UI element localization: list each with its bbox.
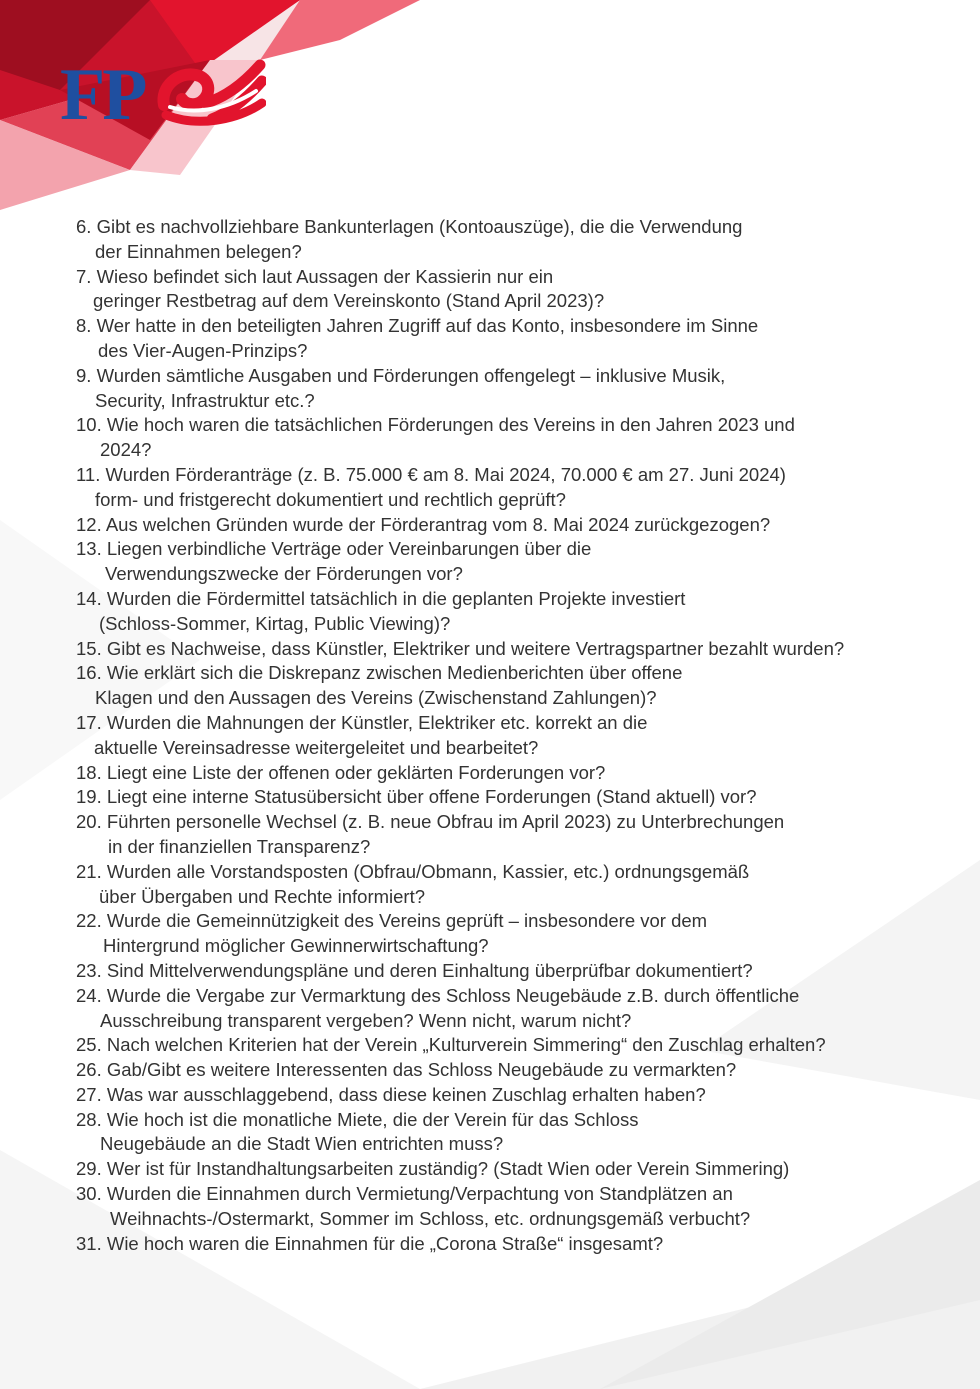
question-item: [76, 810, 936, 860]
question-line: 17. Wurden die Mahnungen der Künstler, Elektriker etc. korrekt an die: [76, 711, 648, 733]
question-item: [76, 785, 936, 810]
question-line: 27. Was war ausschlaggebend, dass diese keinen Zuschlag erhalten haben?: [76, 1083, 706, 1105]
question-item: [76, 265, 936, 315]
question-line: 15. Gibt es Nachweise, dass Künstler, Elektriker und weitere Vertragspartner bezahlt wurden?: [76, 637, 845, 659]
question-line: 10. Wie hoch waren die tatsächlichen Förderungen des Vereins in den Jahren 2023 und: [76, 414, 795, 436]
question-item: [76, 637, 936, 662]
question-line: 31. Wie hoch waren die Einnahmen für die „Corona Straße“ insgesamt?: [76, 1232, 664, 1254]
fpoe-logo: [60, 55, 270, 135]
question-line: 20. Führten personelle Wechsel (z. B. neue Obfrau im April 2023) zu Unterbrechungen: [76, 811, 785, 833]
question-line: 12. Aus welchen Gründen wurde der Förderantrag vom 8. Mai 2024 zurückgezogen?: [76, 513, 771, 535]
question-item: [76, 513, 936, 538]
question-item: [76, 413, 936, 463]
question-line: 23. Sind Mittelverwendungspläne und deren Einhaltung überprüfbar dokumentiert?: [76, 959, 753, 981]
question-item: [76, 1033, 936, 1058]
question-line: 22. Wurde die Gemeinnützigkeit des Vereins geprüft – insbesondere vor dem: [76, 910, 708, 932]
question-item: [76, 959, 936, 984]
question-item: [76, 1058, 936, 1083]
question-continuation: der Einnahmen belegen?: [95, 240, 302, 262]
question-item: [76, 860, 936, 910]
question-item: [76, 587, 936, 637]
question-line: 26. Gab/Gibt es weitere Interessenten das Schloss Neugebäude zu vermarkten?: [76, 1059, 737, 1081]
question-continuation: Weihnachts-/Ostermarkt, Sommer im Schloss, etc. ordnungsgemäß verbucht?: [110, 1207, 751, 1229]
question-line: 19. Liegt eine interne Statusübersicht über offene Forderungen (Stand aktuell) vor?: [76, 786, 757, 808]
question-line: 21. Wurden alle Vorstandsposten (Obfrau/Obmann, Kassier, etc.) ordnungsgemäß: [76, 860, 750, 882]
question-line: 28. Wie hoch ist die monatliche Miete, die der Verein für das Schloss: [76, 1108, 639, 1130]
question-continuation: aktuelle Vereinsadresse weitergeleitet und bearbeitet?: [94, 736, 539, 758]
question-continuation: form- und fristgerecht dokumentiert und rechtlich geprüft?: [95, 488, 566, 510]
question-line: 18. Liegt eine Liste der offenen oder geklärten Forderungen vor?: [76, 761, 606, 783]
question-continuation: (Schloss-Sommer, Kirtag, Public Viewing)?: [99, 612, 451, 634]
question-continuation: Neugebäude an die Stadt Wien entrichten muss?: [100, 1133, 504, 1155]
question-item: [76, 1108, 936, 1158]
question-line: 24. Wurde die Vergabe zur Vermarktung des Schloss Neugebäude z.B. durch öffentliche: [76, 984, 800, 1006]
question-line: 13. Liegen verbindliche Verträge oder Vereinbarungen über die: [76, 538, 592, 560]
austria-flag-swoosh-icon: [156, 57, 266, 131]
question-continuation: über Übergaben und Rechte informiert?: [99, 885, 425, 907]
question-line: 25. Nach welchen Kriterien hat der Verein „Kulturverein Simmering“ den Zuschlag erhalten?: [76, 1034, 826, 1056]
question-item: [76, 909, 936, 959]
question-line: 6. Gibt es nachvollziehbare Bankunterlagen (Kontoauszüge), die die Verwendung: [76, 216, 743, 237]
question-line: 16. Wie erklärt sich die Diskrepanz zwischen Medienberichten über offene: [76, 662, 683, 684]
question-continuation: Security, Infrastruktur etc.?: [95, 389, 315, 411]
question-item: [76, 1083, 936, 1108]
question-line: 8. Wer hatte in den beteiligten Jahren Zugriff auf das Konto, insbesondere im Sinne: [76, 315, 759, 337]
question-item: [76, 1182, 936, 1232]
question-item: [76, 661, 936, 711]
question-item: [76, 761, 936, 786]
question-continuation: Ausschreibung transparent vergeben? Wenn nicht, warum nicht?: [100, 1009, 632, 1031]
question-line: 14. Wurden die Fördermittel tatsächlich in die geplanten Projekte investiert: [76, 587, 686, 609]
question-line: 7. Wieso befindet sich laut Aussagen der Kassierin nur ein: [76, 265, 554, 287]
question-line: 29. Wer ist für Instandhaltungsarbeiten zuständig? (Stadt Wien oder Verein Simmering): [76, 1158, 790, 1180]
logo-text: FP: [60, 54, 145, 136]
question-line: 9. Wurden sämtliche Ausgaben und Förderungen offengelegt – inklusive Musik,: [76, 364, 726, 386]
question-item: [76, 215, 936, 265]
question-line: 30. Wurden die Einnahmen durch Vermietung/Verpachtung von Standplätzen an: [76, 1183, 733, 1205]
question-continuation: Klagen und den Aussagen des Vereins (Zwischenstand Zahlungen)?: [95, 687, 657, 709]
question-continuation: geringer Restbetrag auf dem Vereinskonto (Stand April 2023)?: [93, 290, 605, 312]
question-continuation: Verwendungszwecke der Förderungen vor?: [105, 563, 463, 585]
question-list: [76, 215, 936, 1256]
question-item: [76, 463, 936, 513]
question-continuation: des Vier-Augen-Prinzips?: [98, 339, 308, 361]
question-item: [76, 711, 936, 761]
question-continuation: 2024?: [100, 439, 152, 461]
question-item: [76, 364, 936, 414]
question-item: [76, 984, 936, 1034]
question-continuation: in der finanziellen Transparenz?: [108, 835, 371, 857]
question-continuation: Hintergrund möglicher Gewinnerwirtschaftung?: [103, 935, 489, 957]
question-line: 11. Wurden Förderanträge (z. B. 75.000 € am 8. Mai 2024, 70.000 € am 27. Juni 2024): [76, 463, 786, 485]
question-item: [76, 1232, 936, 1257]
question-item: [76, 314, 936, 364]
question-item: [76, 537, 936, 587]
question-item: [76, 1157, 936, 1182]
